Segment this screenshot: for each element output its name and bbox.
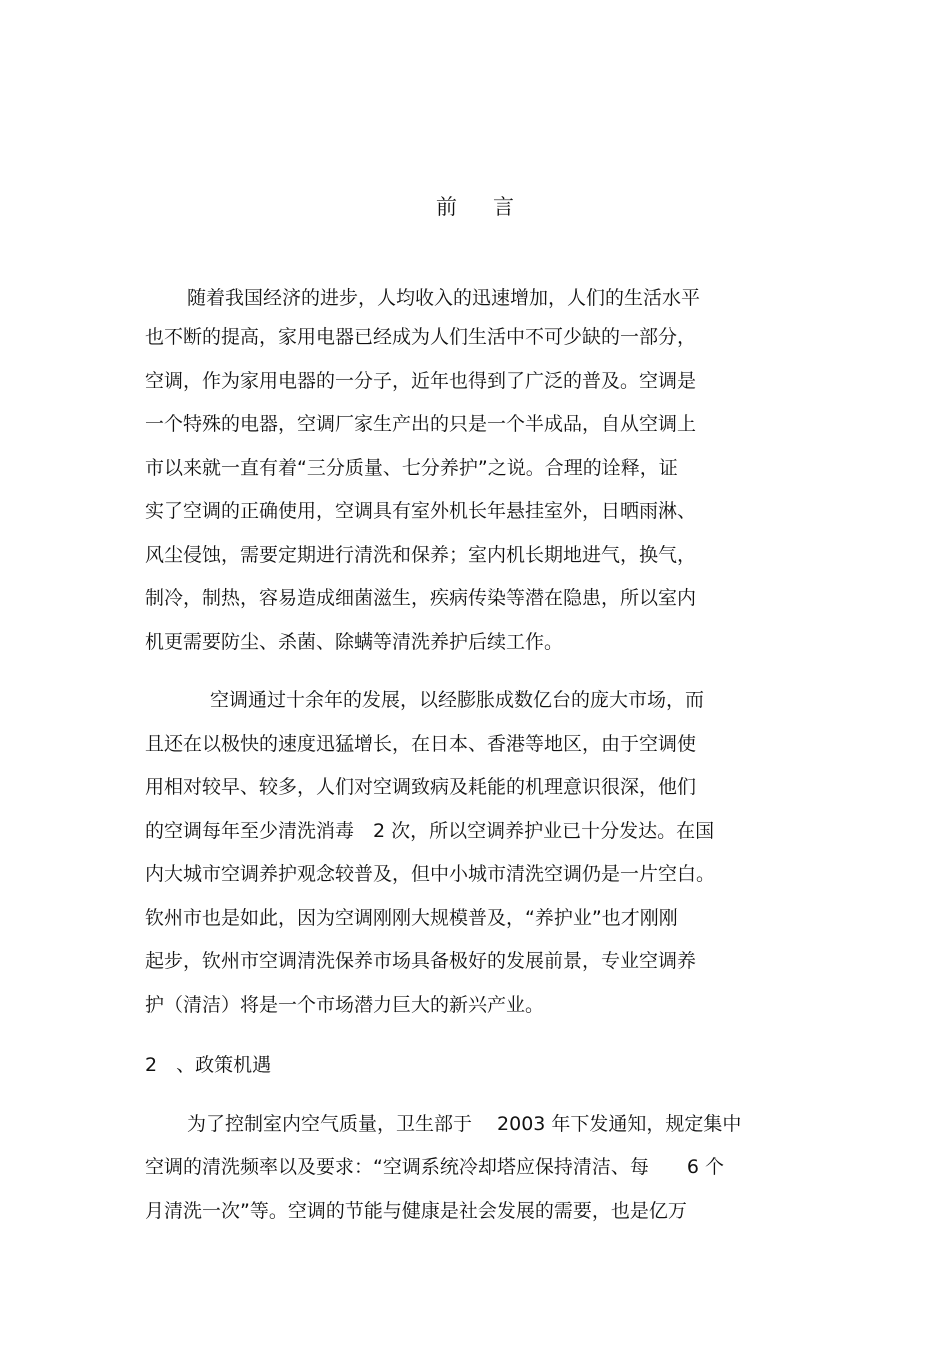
paragraph-1-line-3: 空调，作为家用电器的一分子，近年也得到了广泛的普及。空调是: [145, 370, 697, 392]
paragraph-1-line-7: 风尘侵蚀，需要定期进行清洗和保养；室内机长期地进气，换气，: [145, 544, 697, 566]
paragraph-1-line-9: 机更需要防尘、杀菌、除螨等清洗养护后续工作。: [145, 631, 564, 653]
paragraph-2-line-8: 护（清洁）将是一个市场潜力巨大的新兴产业。: [145, 994, 545, 1016]
paragraph-2-line-6: 钦州市也是如此，因为空调刚刚大规模普及，“养护业”也才刚刚: [145, 907, 678, 929]
paragraph-1-line-8: 制冷，制热，容易造成细菌滋生，疾病传染等潜在隐患，所以室内: [145, 587, 697, 609]
paragraph-2-line-1: 空调通过十余年的发展，以经膨胀成数亿台的庞大市场，而: [210, 689, 705, 711]
paragraph-3-line-1: 为了控制室内空气质量，卫生部于 2003 年下发通知，规定集中: [187, 1113, 742, 1135]
paragraph-1-line-6: 实了空调的正确使用，空调具有室外机长年悬挂室外，日晒雨淋、: [145, 500, 697, 522]
paragraph-2-line-4: 的空调每年至少清洗消毒 2 次，所以空调养护业已十分发达。在国: [145, 820, 715, 842]
section-heading: 2 、政策机遇: [145, 1054, 272, 1076]
page-title: 前言: [436, 195, 550, 219]
paragraph-3-line-2: 空调的清洗频率以及要求：“空调系统冷却塔应保持清洁、每 6 个: [145, 1156, 724, 1178]
paragraph-2-line-7: 起步，钦州市空调清洗保养市场具备极好的发展前景，专业空调养: [145, 950, 697, 972]
paragraph-2-line-5: 内大城市空调养护观念较普及，但中小城市清洗空调仍是一片空白。: [145, 863, 716, 885]
paragraph-1-line-4: 一个特殊的电器，空调厂家生产出的只是一个半成品，自从空调上: [145, 413, 697, 435]
paragraph-2-line-2: 且还在以极快的速度迅猛增长，在日本、香港等地区，由于空调使: [145, 733, 697, 755]
paragraph-3-line-3: 月清洗一次”等。空调的节能与健康是社会发展的需要，也是亿万: [145, 1200, 687, 1222]
paragraph-1-line-2: 也不断的提高，家用电器已经成为人们生活中不可少缺的一部分，: [145, 326, 697, 348]
paragraph-1-line-1: 随着我国经济的进步，人均收入的迅速增加，人们的生活水平: [187, 287, 701, 309]
paragraph-2-line-3: 用相对较早、较多，人们对空调致病及耗能的机理意识很深，他们: [145, 776, 697, 798]
paragraph-1-line-5: 市以来就一直有着“三分质量、七分养护”之说。合理的诠释，证: [145, 457, 678, 479]
